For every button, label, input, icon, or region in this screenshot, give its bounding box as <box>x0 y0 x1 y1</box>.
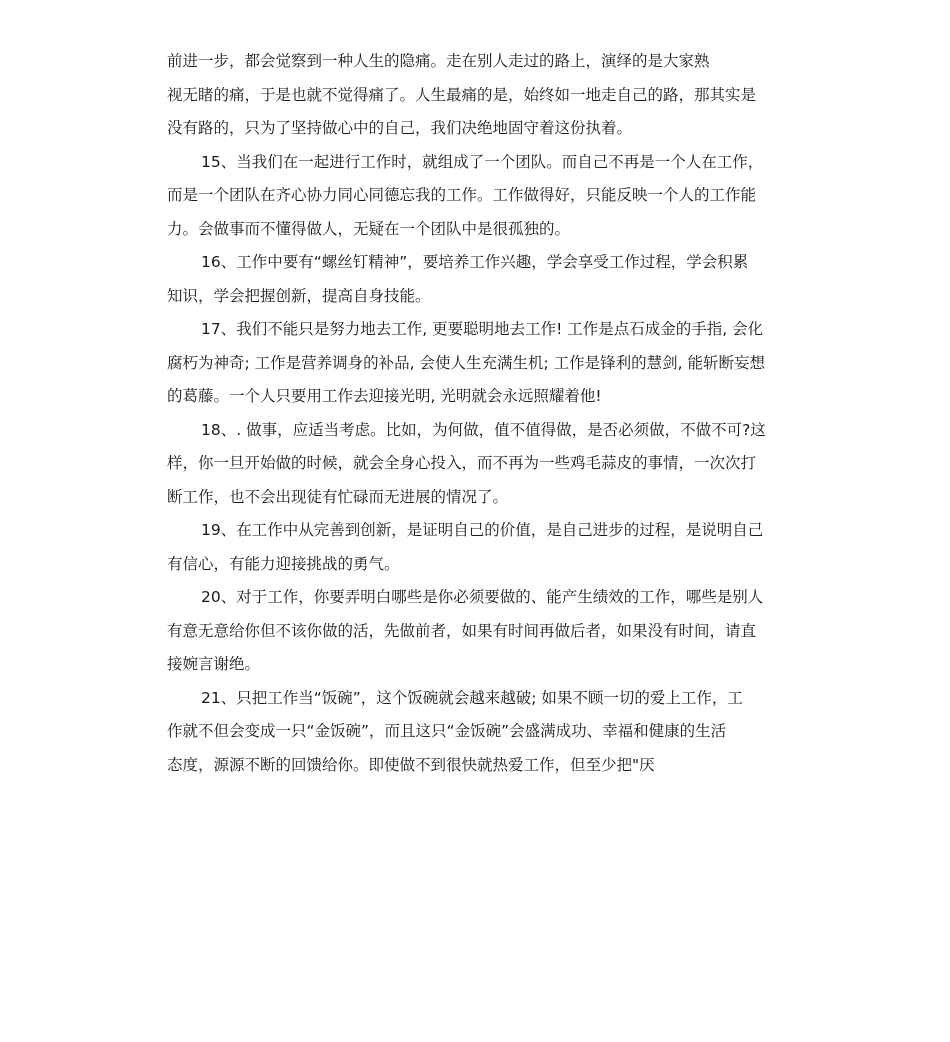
text-line: 接婉言谢绝。 <box>167 655 261 673</box>
text-line: 的葛藤。一个人只要用工作去迎接光明, 光明就会永远照耀着他! <box>167 387 602 405</box>
text-line: 有信心，有能力迎接挑战的勇气。 <box>167 554 400 573</box>
text-line: 而是一个团队在齐心协力同心同德忘我的工作。工作做得好，只能反映一个人的工作能 <box>167 186 757 204</box>
paragraph-21-start: 21、只把工作当“饭碗”，这个饭碗就会越来越破; 如果不顾一切的爱上工作，工 <box>201 688 743 707</box>
text-line: 断工作，也不会出现徒有忙碌而无进展的情况了。 <box>167 487 509 506</box>
text-line: 前进一步，都会觉察到一种人生的隐痛。走在别人走过的路上，演绎的是大家熟 <box>167 52 710 70</box>
text-line: 知识，学会把握创新，提高自身技能。 <box>167 286 431 305</box>
paragraph-15-start: 15、当我们在一起进行工作时，就组成了一个团队。而自己不再是一个人在工作， <box>201 152 764 171</box>
document-body <box>167 45 807 782</box>
text-line: 力。会做事而不懂得做人，无疑在一个团队中是很孤独的。 <box>167 219 571 238</box>
text-line: 样，你一旦开始做的时候，就会全身心投入，而不再为一些鸡毛蒜皮的事情，一次次打 <box>167 454 757 472</box>
paragraph-20-start: 20、对于工作，你要弄明白哪些是你必须要做的、能产生绩效的工作，哪些是别人 <box>201 588 764 606</box>
paragraph-17-start: 17、我们不能只是努力地去工作, 更要聪明地去工作! 工作是点石成金的手指, 会化 <box>201 320 764 338</box>
paragraph-19-start: 19、在工作中从完善到创新，是证明自己的价值，是自己进步的过程，是说明自己 <box>201 521 764 539</box>
text-line: 作就不但会变成一只“金饭碗”，而且这只“金饭碗”会盛满成功、幸福和健康的生活 <box>167 722 727 740</box>
paragraph-16-start: 16、工作中要有“螺丝钉精神”，要培养工作兴趣，学会享受工作过程，学会积累 <box>201 253 749 271</box>
text-line: 有意无意给你但不该你做的活，先做前者，如果有时间再做后者，如果没有时间，请直 <box>167 621 757 640</box>
text-line: 视无睹的痛，于是也就不觉得痛了。人生最痛的是，始终如一地走自己的路，那其实是 <box>167 85 757 104</box>
text-line: 没有路的，只为了坚持做心中的自己，我们决绝地固守着这份执着。 <box>167 119 633 137</box>
text-line: 态度，源源不断的回馈给你。即使做不到很快就热爱工作，但至少把"厌 <box>167 755 655 774</box>
text-line: 腐朽为神奇; 工作是营养调身的补品, 会使人生充满生机; 工作是锋利的慧剑, 能斩断妄想 <box>167 353 766 372</box>
paragraph-18-start: 18、. 做事，应适当考虑。比如，为何做，值不值得做，是否必须做，不做不可?这 <box>201 420 766 439</box>
